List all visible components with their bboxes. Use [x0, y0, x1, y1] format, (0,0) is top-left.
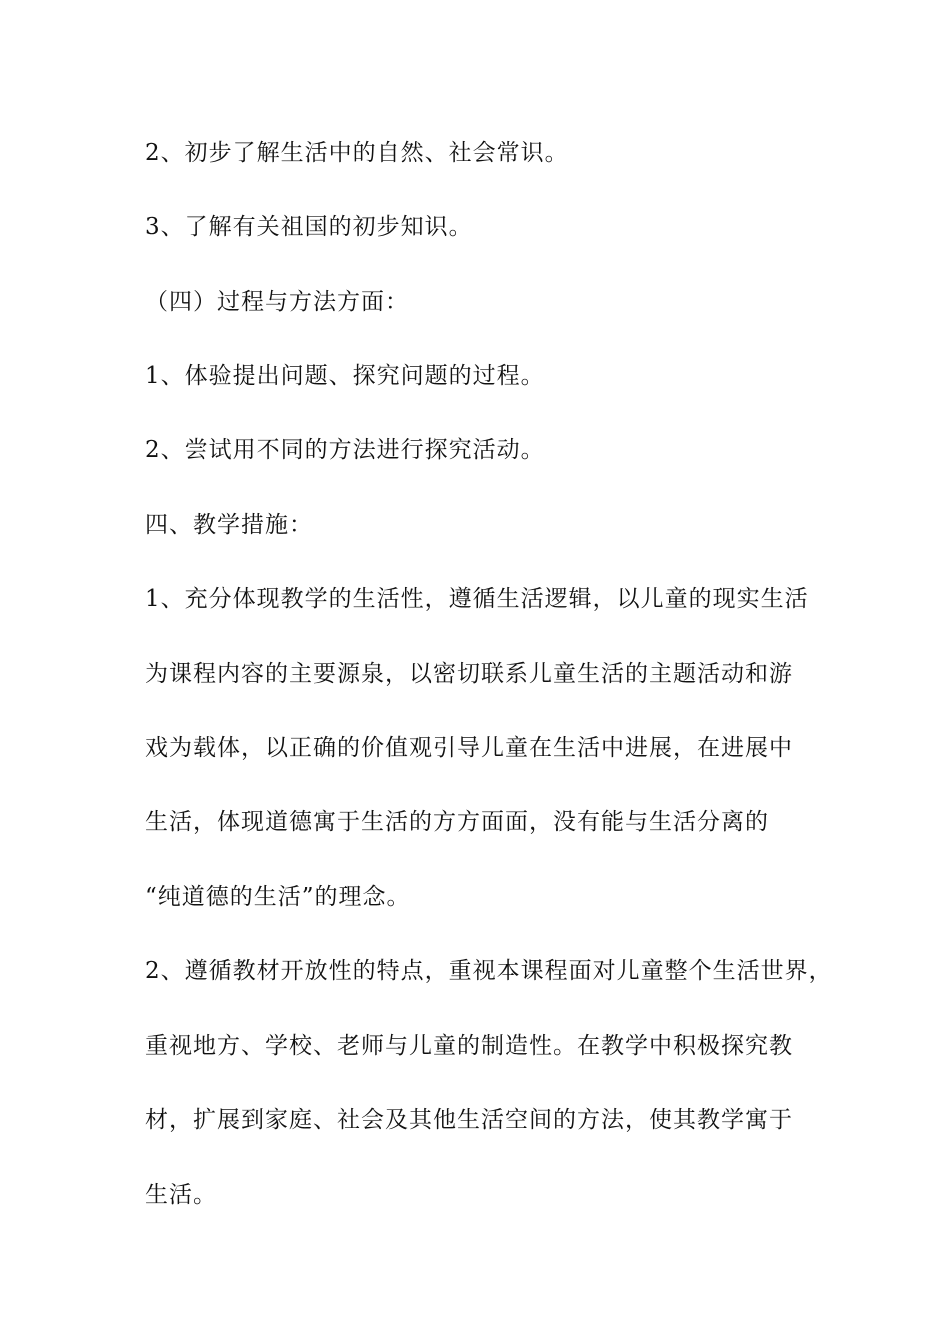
- text-line-7: 1、充分体现教学的生活性，遵循生活逻辑，以儿童的现实生活: [145, 586, 809, 612]
- text-line-2: 3、了解有关祖国的初步知识。: [145, 214, 473, 240]
- section-heading-process-method: （四）过程与方法方面：: [145, 289, 409, 315]
- section-heading-teaching-measures: 四、教学措施：: [145, 512, 313, 538]
- text-line-4: 1、体验提出问题、探究问题的过程。: [145, 363, 545, 389]
- text-line-14: 材，扩展到家庭、社会及其他生活空间的方法，使其教学寓于: [145, 1107, 793, 1133]
- text-line-10: 生活，体现道德寓于生活的方方面面，没有能与生活分离的: [145, 809, 769, 835]
- text-line-12: 2、遵循教材开放性的特点，重视本课程面对儿童整个生活世界，: [145, 958, 833, 984]
- text-line-1: 2、初步了解生活中的自然、社会常识。: [145, 140, 569, 166]
- text-line-5: 2、尝试用不同的方法进行探究活动。: [145, 437, 545, 463]
- text-line-8: 为课程内容的主要源泉，以密切联系儿童生活的主题活动和游: [145, 661, 793, 687]
- text-line-13: 重视地方、学校、老师与儿童的制造性。在教学中积极探究教: [145, 1033, 793, 1059]
- text-line-15: 生活。: [145, 1182, 217, 1208]
- text-line-11: “纯道德的生活”的理念。: [145, 884, 411, 910]
- text-line-9: 戏为载体，以正确的价值观引导儿童在生活中进展，在进展中: [145, 735, 793, 761]
